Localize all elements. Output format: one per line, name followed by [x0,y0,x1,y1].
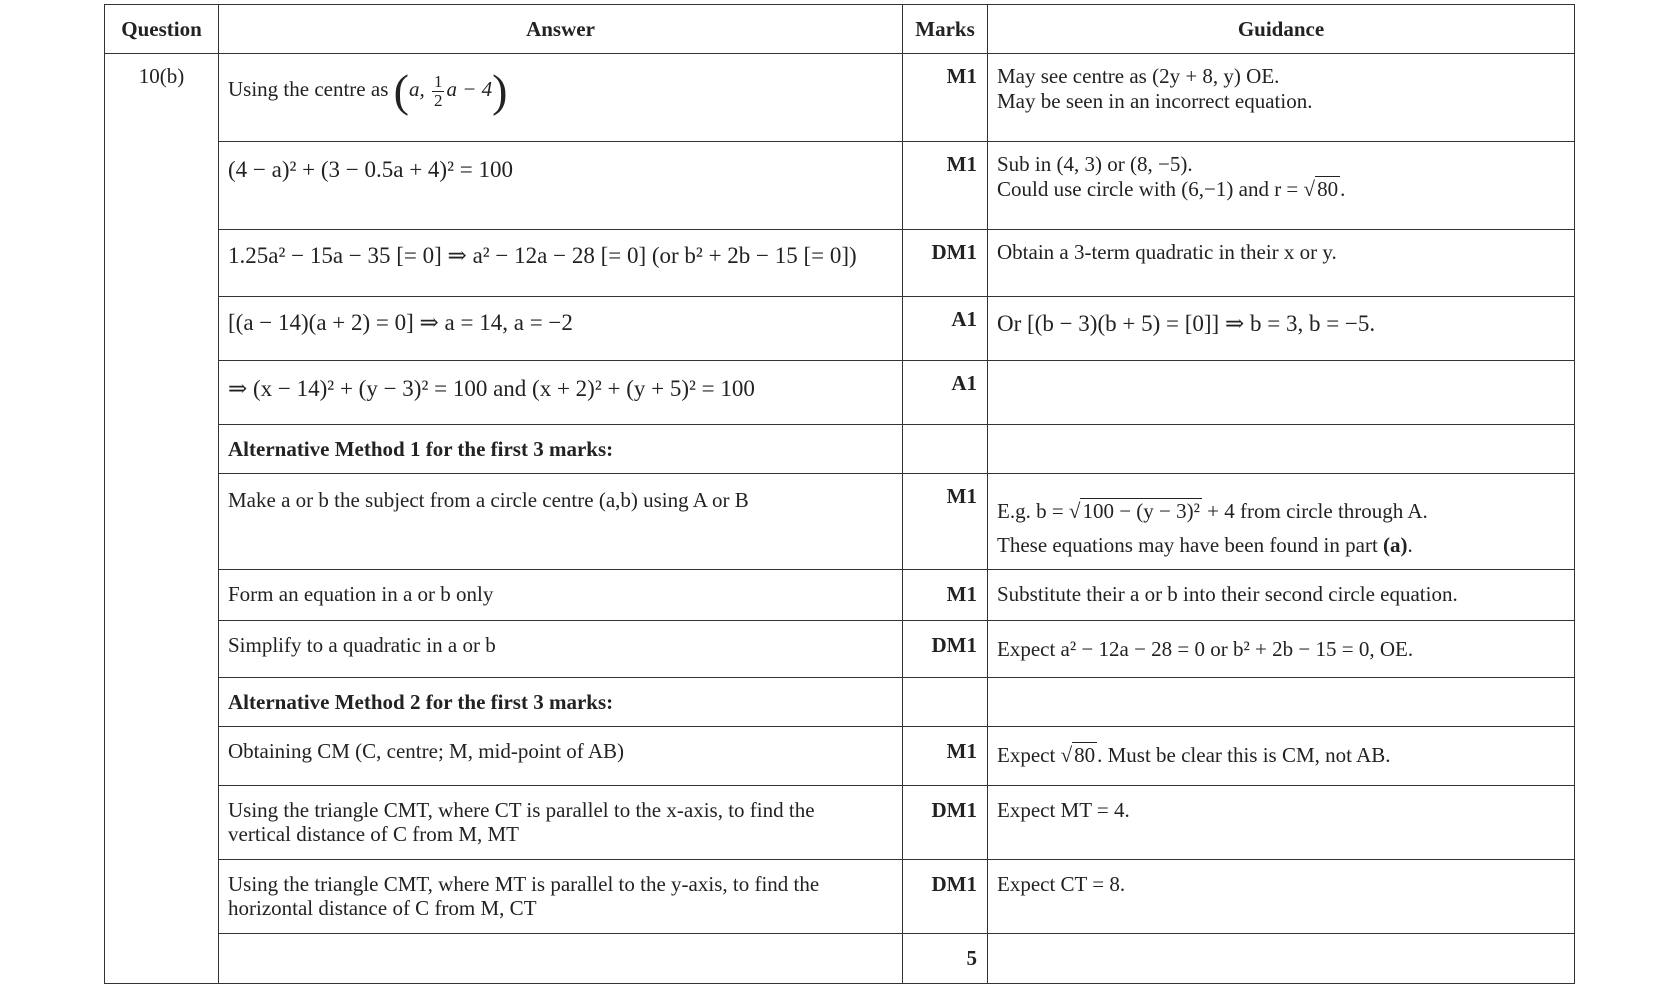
guidance-line: May be seen in an incorrect equation. [997,89,1313,113]
guidance-line: May see centre as (2y + 8, y) OE. [997,64,1280,88]
guidance-line [997,528,1565,562]
guidance-line [997,177,1565,202]
marks-cell: M1 [903,570,988,621]
guidance-cell [988,474,1575,570]
header-row [105,5,1575,54]
header-question: Question [105,5,219,54]
header-marks: Marks [903,5,988,54]
sqrt: √100 − (y − 3)² [1068,499,1200,523]
header-answer: Answer [219,5,903,54]
guidance-cell-empty [988,678,1575,727]
left-paren: ( [393,65,409,116]
marks-cell: DM1 [903,621,988,678]
guidance-cell-empty [988,934,1575,984]
guidance-cell-empty [988,425,1575,474]
guidance-cell: Expect CT = 8. [988,860,1575,934]
guidance-text: . Must be clear this is CM, not AB. [1097,743,1391,767]
radicand: 100 − (y − 3)² [1082,499,1200,523]
answer-cell [219,230,903,297]
answer-text: Using the centre as [228,76,389,101]
answer-math-b: a − 4 [446,76,493,101]
marks-cell: M1 [903,142,988,230]
table-row [105,727,1575,786]
answer-cell: Make a or b the subject from a circle centre (a,b) using A or B [219,474,903,570]
answer-equation: (4 − a)² + (3 − 0.5a + 4)² = 100 [228,157,513,182]
guidance-line [997,494,1565,528]
table-row [105,474,1575,570]
guidance-cell [988,54,1575,142]
answer-line: Using the triangle CMT, where MT is parallel to the y-axis, to find the [228,872,820,896]
marks-cell: M1 [903,727,988,786]
answer-cell: Simplify to a quadratic in a or b [219,621,903,678]
guidance-cell: Expect a² − 12a − 28 = 0 or b² + 2b − 15 = 0, OE. [988,621,1575,678]
marks-cell: DM1 [903,786,988,860]
mark-scheme-table [104,4,1575,984]
table-row [105,860,1575,934]
table-row [105,230,1575,297]
alt-method-2-heading: Alternative Method 2 for the first 3 marks: [219,678,903,727]
answer-cell [219,860,903,934]
marks-cell: DM1 [903,860,988,934]
header-guidance: Guidance [988,5,1575,54]
guidance-cell [988,361,1575,425]
answer-cell: Obtaining CM (C, centre; M, mid-point of AB) [219,727,903,786]
table-row [105,570,1575,621]
total-row [105,934,1575,984]
guidance-text: . [1340,177,1346,201]
marks-cell: M1 [903,474,988,570]
right-paren: ) [492,65,508,116]
fraction [432,73,445,110]
guidance-cell: Substitute their a or b into their second circle equation. [988,570,1575,621]
fraction-denominator: 2 [433,90,443,110]
table-row [105,678,1575,727]
answer-cell: Form an equation in a or b only [219,570,903,621]
answer-line: vertical distance of C from M, MT [228,822,520,846]
marks-cell: DM1 [903,230,988,297]
answer-cell [219,142,903,230]
answer-line: Using the triangle CMT, where CT is parallel to the x-axis, to find the [228,798,815,822]
radicand: 80 [1317,177,1339,201]
guidance-cell: Expect MT = 4. [988,786,1575,860]
sqrt: √80 [1060,743,1096,767]
marks-cell: A1 [903,361,988,425]
table-row [105,425,1575,474]
fraction-numerator: 1 [433,71,443,91]
part-reference: (a) [1383,533,1408,557]
answer-cell [219,297,903,361]
sqrt: √80 [1303,177,1339,201]
marks-cell: M1 [903,54,988,142]
table-row [105,786,1575,860]
guidance-text: . [1407,533,1413,557]
answer-equation: [(a − 14)(a + 2) = 0] ⇒ a = 14, a = −2 [228,310,573,335]
answer-cell [219,361,903,425]
guidance-text: Expect [997,743,1056,767]
guidance-text: E.g. b = [997,499,1064,523]
table-row [105,621,1575,678]
radicand: 80 [1074,743,1096,767]
answer-cell [219,54,903,142]
table-row [105,361,1575,425]
answer-cell-empty [219,934,903,984]
question-id: 10(b) [105,54,219,984]
table-row [105,142,1575,230]
answer-equation: 1.25a² − 15a − 35 [= 0] ⇒ a² − 12a − 28 [= 0] (or b² + 2b − 15 [= 0]) [228,243,857,268]
guidance-cell: Obtain a 3-term quadratic in their x or y. [988,230,1575,297]
guidance-equation: Or [(b − 3)(b + 5) = [0]] ⇒ b = 3, b = −5. [997,311,1376,336]
guidance-text: + 4 from circle through A. [1207,499,1428,523]
table-row [105,297,1575,361]
answer-math-a: a, [408,76,425,101]
guidance-text: Could use circle with (6,−1) and r = [997,177,1299,201]
guidance-line: Sub in (4, 3) or (8, −5). [997,152,1193,176]
guidance-cell [988,142,1575,230]
answer-line: horizontal distance of C from M, CT [228,896,537,920]
marks-cell: A1 [903,297,988,361]
answer-cell [219,786,903,860]
alt-method-1-heading: Alternative Method 1 for the first 3 marks: [219,425,903,474]
guidance-text: These equations may have been found in part [997,533,1378,557]
total-marks: 5 [903,934,988,984]
marks-cell-empty [903,425,988,474]
marks-cell-empty [903,678,988,727]
guidance-cell [988,297,1575,361]
answer-equation: ⇒ (x − 14)² + (y − 3)² = 100 and (x + 2)² + (y + 5)² = 100 [228,376,755,401]
table-row [105,54,1575,142]
guidance-cell [988,727,1575,786]
